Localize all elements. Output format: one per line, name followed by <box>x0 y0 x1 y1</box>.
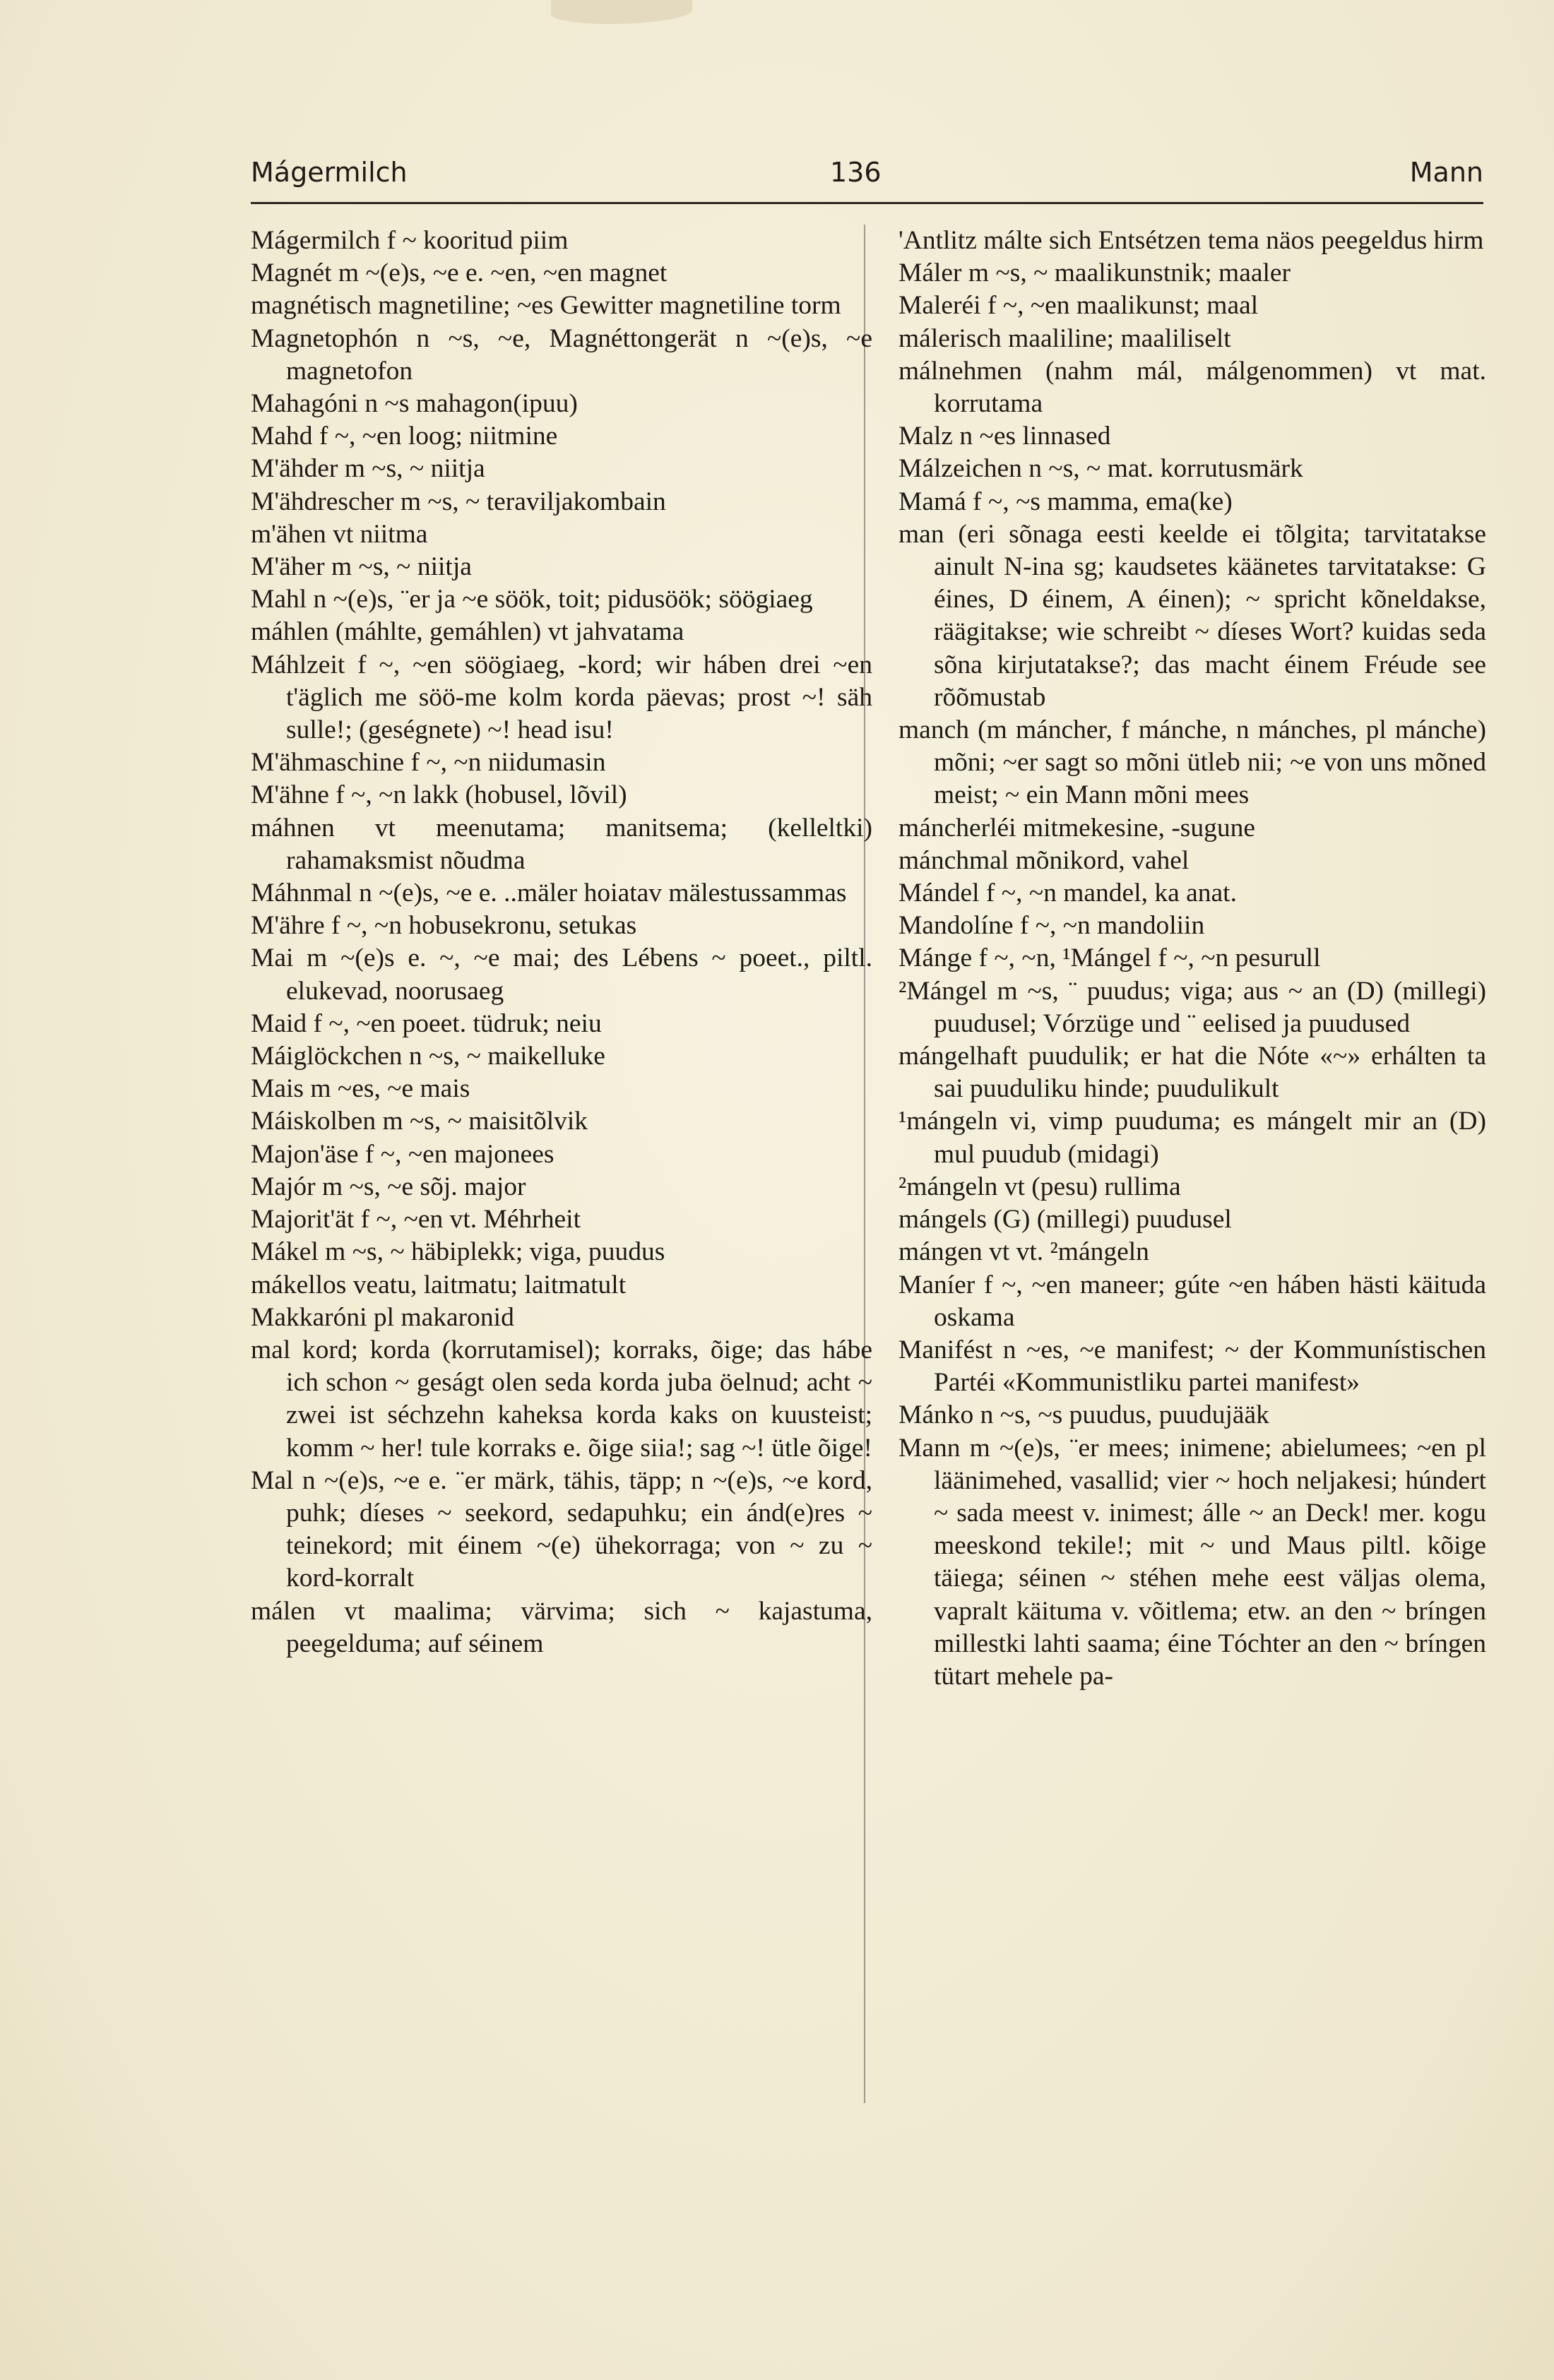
dictionary-entry: Máler m ~s, ~ maalikunstnik; maaler <box>898 258 1291 288</box>
dictionary-entry: mángen vt vt. ²mángeln <box>898 1237 1149 1267</box>
dictionary-entry: Mándel f ~, ~n mandel, ka anat. <box>898 879 1237 908</box>
dictionary-entry: M'ähdrescher m ~s, ~ teraviljakombain <box>251 487 666 516</box>
dictionary-entry: Makkaróni pl makaronid <box>251 1302 514 1332</box>
header-last-entry: Mann <box>1409 157 1483 188</box>
dictionary-entry: ²Mángel m ~s, ¨ puudus; viga; aus ~ an (D) (millegi) puudusel; Vórzüge und ¨ eelised ja puudused <box>898 976 1486 1038</box>
dictionary-entry: M'äher m ~s, ~ niitja <box>251 552 472 582</box>
dictionary-entry: Maleréi f ~, ~en maalikunst; maal <box>898 291 1259 321</box>
dictionary-entry: Mahd f ~, ~en loog; niitmine <box>251 422 558 451</box>
dictionary-entry: Mal n ~(e)s, ~e e. ¨er märk, tähis, täpp; n ~(e)s, ~e kord, puhk; díeses ~ seekord, sedapuhku; ein ánd(e)res ~ teinekord; mit éinem ~(e) ühekorraga; von ~ zu ~ kord-korralt <box>251 1465 872 1593</box>
dictionary-entry: málen vt maalima; värvima; sich ~ kajastuma, peegelduma; auf séinem <box>251 1596 872 1658</box>
dictionary-entry: Mákel m ~s, ~ häbiplekk; viga, puudus <box>251 1237 665 1267</box>
header-rule <box>251 202 1483 204</box>
header-first-entry: Mágermilch <box>251 157 408 188</box>
dictionary-entry: 'Antlitz málte sich Entsétzen tema näos peegeldus hirm <box>898 226 1484 255</box>
dictionary-entry: Máhlzeit f ~, ~en söögiaeg, -kord; wir háben drei ~en t'äglich me söö-me kolm korda päevas; prost ~! säh sulle!; (geségnete) ~! head isu! <box>251 650 872 745</box>
page-number: 136 <box>830 157 882 188</box>
dictionary-entry: magnétisch magnetiline; ~es Gewitter magnetiline torm <box>251 291 841 321</box>
dictionary-entry: Mágermilch f ~ kooritud piim <box>251 226 569 255</box>
paper-tear <box>551 0 692 24</box>
dictionary-entry: Mánko n ~s, ~s puudus, puudujääk <box>898 1400 1269 1430</box>
dictionary-entry: m'ähen vt niitma <box>251 519 428 549</box>
dictionary-entry: Manifést n ~es, ~e manifest; ~ der Kommunístischen Partéi «Kommunistliku partei manifest» <box>898 1335 1486 1398</box>
dictionary-entry: Máhnmal n ~(e)s, ~e e. ..mäler hoiatav mälestussammas <box>251 879 847 908</box>
dictionary-entry: málerisch maaliline; maaliliselt <box>898 323 1231 353</box>
dictionary-entry: M'ähne f ~, ~n lakk (hobusel, lõvil) <box>251 780 627 810</box>
dictionary-entry: M'ähre f ~, ~n hobusekronu, setukas <box>251 911 637 941</box>
dictionary-entry: mal kord; korda (korrutamisel); korraks, õige; das hábe ich schon ~ geságt olen seda korda juba öelnud; acht ~ zwei ist séchzehn kaheksa korda kaks on kuusteist; komm ~ her! tule korraks e. õige siia!; sag ~! ütle õige! <box>251 1335 872 1463</box>
dictionary-entry: mánchmal mõnikord, vahel <box>898 845 1190 875</box>
dictionary-entry: Málzeichen n ~s, ~ mat. korrutusmärk <box>898 454 1303 484</box>
dictionary-entry: ²mángeln vt (pesu) rullima <box>898 1172 1181 1201</box>
dictionary-entry: Magnét m ~(e)s, ~e e. ~en, ~en magnet <box>251 258 668 288</box>
dictionary-entry: mángels (G) (millegi) puudusel <box>898 1205 1232 1234</box>
dictionary-entry: Mai m ~(e)s e. ~, ~e mai; des Lébens ~ poeet., piltl. elukevad, noorusaeg <box>251 944 872 1006</box>
dictionary-entry: Máiglöckchen n ~s, ~ maikelluke <box>251 1042 605 1071</box>
dictionary-entry: Mahl n ~(e)s, ¨er ja ~e söök, toit; pidusöök; söögiaeg <box>251 585 813 614</box>
dictionary-entry: Majorit'ät f ~, ~en vt. Méhrheit <box>251 1205 581 1234</box>
dictionary-entry: M'ähmaschine f ~, ~n niidumasin <box>251 748 606 778</box>
dictionary-entry: manch (m máncher, f mánche, n mánches, pl mánche) mõni; ~er sagt so mõni ütleb nii; ~e von uns mõned meist; ~ ein Mann mõni mees <box>898 715 1486 810</box>
dictionary-entry: málnehmen (nahm mál, málgenommen) vt mat. korrutama <box>898 356 1486 419</box>
dictionary-entry: Mahagóni n ~s mahagon(ipuu) <box>251 389 578 419</box>
dictionary-entry: Magnetophón n ~s, ~e, Magnéttongerät n ~(e)s, ~e magnetofon <box>251 323 872 386</box>
dictionary-entry: Maníer f ~, ~en maneer; gúte ~en háben hästi käituda oskama <box>898 1270 1486 1332</box>
dictionary-entry: Máiskolben m ~s, ~ maisitõlvik <box>251 1107 588 1136</box>
dictionary-entry: Malz n ~es linnased <box>898 422 1111 451</box>
dictionary-entry: M'ähder m ~s, ~ niitja <box>251 454 485 484</box>
dictionary-entry: Majór m ~s, ~e sõj. major <box>251 1172 526 1201</box>
dictionary-entry: máhlen (máhlte, gemáhlen) vt jahvatama <box>251 617 684 647</box>
dictionary-entry: máhnen vt meenutama; manitsema; (kelleltki) rahamaksmist nõudma <box>251 813 872 875</box>
dictionary-entry: Mann m ~(e)s, ¨er mees; inimene; abielumees; ~en pl läänimehed, vasallid; vier ~ hoch neljakesi; húndert ~ sada meest v. inimest; álle ~ an Deck! mer. kogu meeskond tekile!; mit ~ und Maus piltl. kõige täiega; séinen ~ stéhen mehe eest väljas olema, vapralt käituma v. võitlema; etw. an den ~ bríngen millestki lahti saama; éine Tóchter an den ~ bríngen tütart mehele pa- <box>898 1433 1486 1691</box>
dictionary-entry: Mamá f ~, ~s mamma, ema(ke) <box>898 487 1233 516</box>
dictionary-entry: Mandolíne f ~, ~n mandoliin <box>898 911 1205 941</box>
dictionary-entry: máncherléi mitmekesine, -sugune <box>898 813 1256 843</box>
dictionary-entry: Mánge f ~, ~n, ¹Mángel f ~, ~n pesurull <box>898 944 1321 973</box>
dictionary-entry: mákellos veatu, laitmatu; laitmatult <box>251 1270 627 1299</box>
left-column <box>251 225 872 1660</box>
page-header <box>251 157 1483 199</box>
dictionary-entry: Mais m ~es, ~e mais <box>251 1074 470 1104</box>
right-column <box>898 225 1486 1693</box>
dictionary-entry: mángelhaft puudulik; er hat die Nóte «~» erhálten ta sai puuduliku hinde; puudulikult <box>898 1042 1486 1104</box>
dictionary-entry: Majon'äse f ~, ~en majonees <box>251 1139 554 1169</box>
dictionary-entry: ¹mángeln vi, vimp puuduma; es mángelt mir an (D) mul puudub (midagi) <box>898 1107 1486 1169</box>
dictionary-entry: Maid f ~, ~en poeet. tüdruk; neiu <box>251 1008 602 1038</box>
dictionary-entry: man (eri sõnaga eesti keelde ei tõlgita; tarvitatakse ainult N-ina sg; kaudsetes käänetes tarvitatakse: G éines, D éinem, A éinen); ~ spricht kõneldakse, räägitakse; wie schreibt ~ díeses Wort? kuidas seda sõna kirjutatakse?; das macht éinem Fréude see rõõmustab <box>898 519 1486 712</box>
